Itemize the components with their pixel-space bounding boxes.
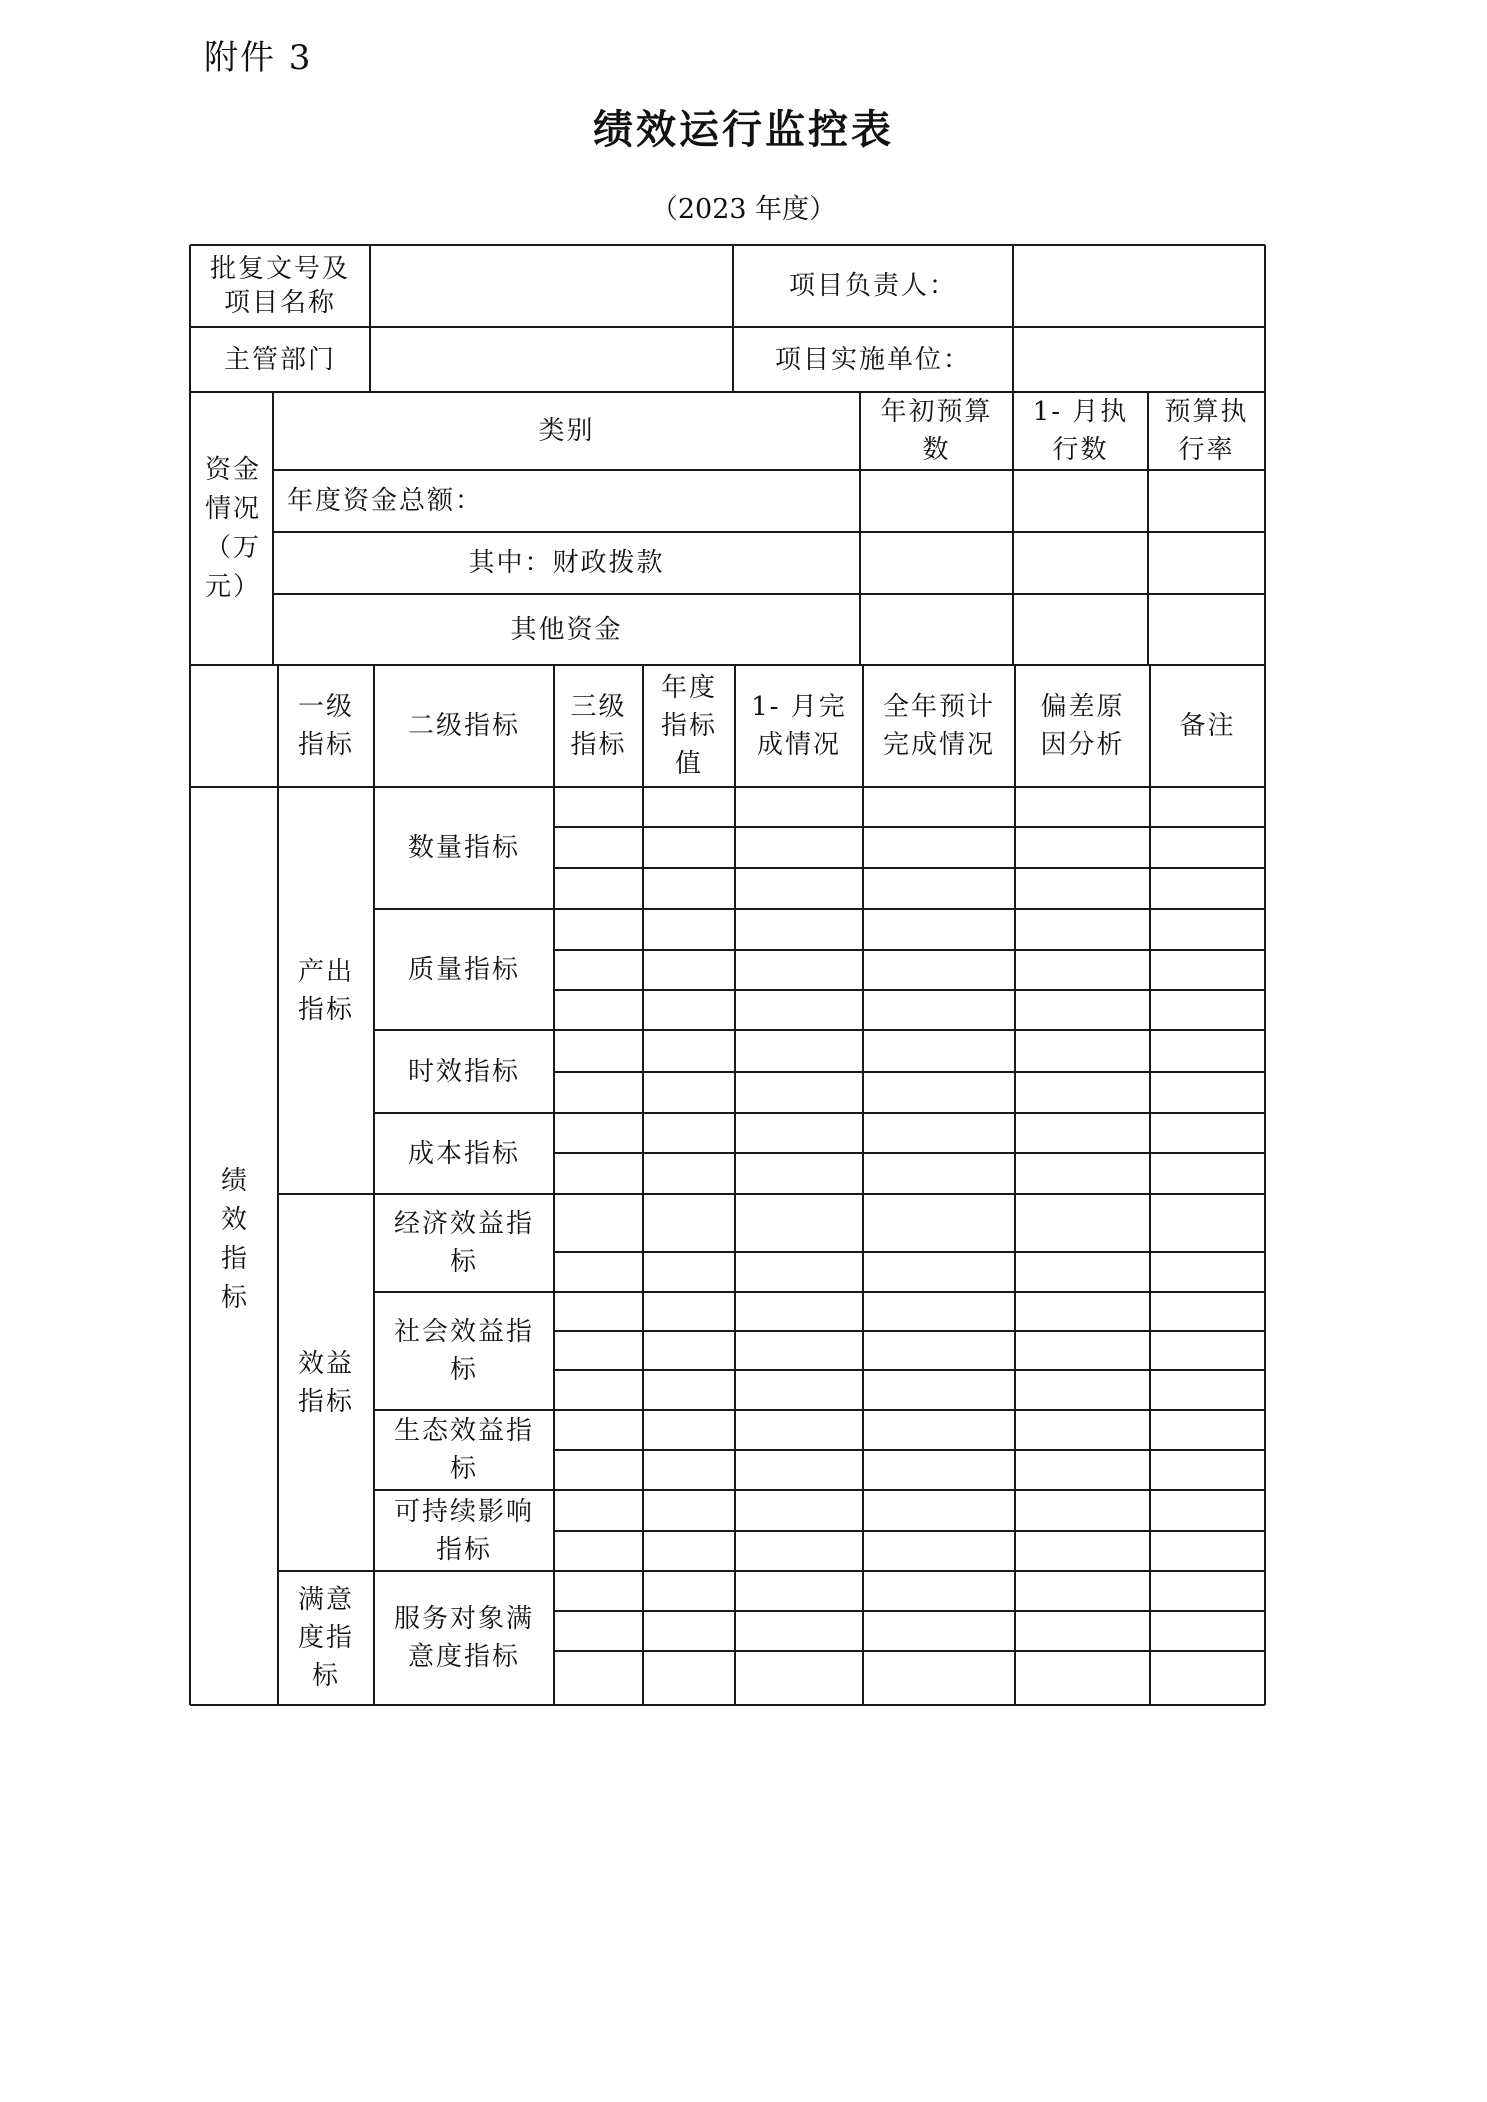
funds-budget-header: 年初预算数 <box>880 397 993 465</box>
funds-rate-header: 预算执行率 <box>1164 397 1249 465</box>
annual-value-header: 年度指标值 <box>660 673 717 779</box>
service-satisfaction-label: 服务对象满意度指标 <box>393 1604 534 1672</box>
deviation-header: 偏差原因分析 <box>1040 692 1125 760</box>
economic-benefit-label: 经济效益指标 <box>393 1209 534 1277</box>
level3-header: 三级指标 <box>570 692 627 760</box>
forecast-header: 全年预计完成情况 <box>882 692 995 760</box>
owner-value-field[interactable] <box>1013 245 1265 327</box>
dept-label: 主管部门 <box>223 344 336 375</box>
satisfaction-indicators-label: 满意度指标 <box>297 1585 354 1691</box>
social-benefit-label: 社会效益指标 <box>393 1317 534 1385</box>
funds-fiscal-label: 其中：财政拨款 <box>468 548 665 578</box>
quantity-indicator-label: 数量指标 <box>407 833 520 863</box>
funds-total-label: 年度资金总额： <box>287 486 484 516</box>
ecological-benefit-label: 生态效益指标 <box>393 1416 534 1484</box>
completion-header: 1- 月完成情况 <box>751 692 847 760</box>
timeliness-indicator-label: 时效指标 <box>407 1056 520 1087</box>
cost-indicator-label: 成本指标 <box>407 1138 520 1169</box>
owner-label: 项目负责人： <box>788 271 957 301</box>
quality-indicator-label: 质量指标 <box>407 954 520 985</box>
form-title: 绩效运行监控表 <box>593 106 894 153</box>
approval-value-field[interactable] <box>370 245 733 327</box>
unit-value-field[interactable] <box>1013 327 1265 392</box>
performance-section-label: 绩效指标 <box>220 1166 249 1313</box>
sustainable-impact-label: 可持续影响指标 <box>393 1496 534 1565</box>
benefit-indicators-label: 效益指标 <box>297 1348 354 1417</box>
level2-header: 二级指标 <box>407 711 520 741</box>
funds-other-label: 其他资金 <box>510 614 623 645</box>
dept-value-field[interactable] <box>370 327 733 392</box>
funds-category-header: 类别 <box>538 416 595 446</box>
notes-header: 备注 <box>1179 711 1236 741</box>
level1-header: 一级指标 <box>297 692 354 760</box>
output-indicators-label: 产出指标 <box>297 956 354 1025</box>
form-year: （2023 年度） <box>650 194 837 225</box>
funds-executed-header: 1- 月执行数 <box>1032 397 1129 465</box>
funds-section-label: 资金情况（万元） <box>205 454 262 602</box>
approval-label: 批复文号及项目名称 <box>209 254 350 318</box>
attachment-label: 附件 3 <box>204 38 313 78</box>
unit-label: 项目实施单位： <box>774 344 971 375</box>
